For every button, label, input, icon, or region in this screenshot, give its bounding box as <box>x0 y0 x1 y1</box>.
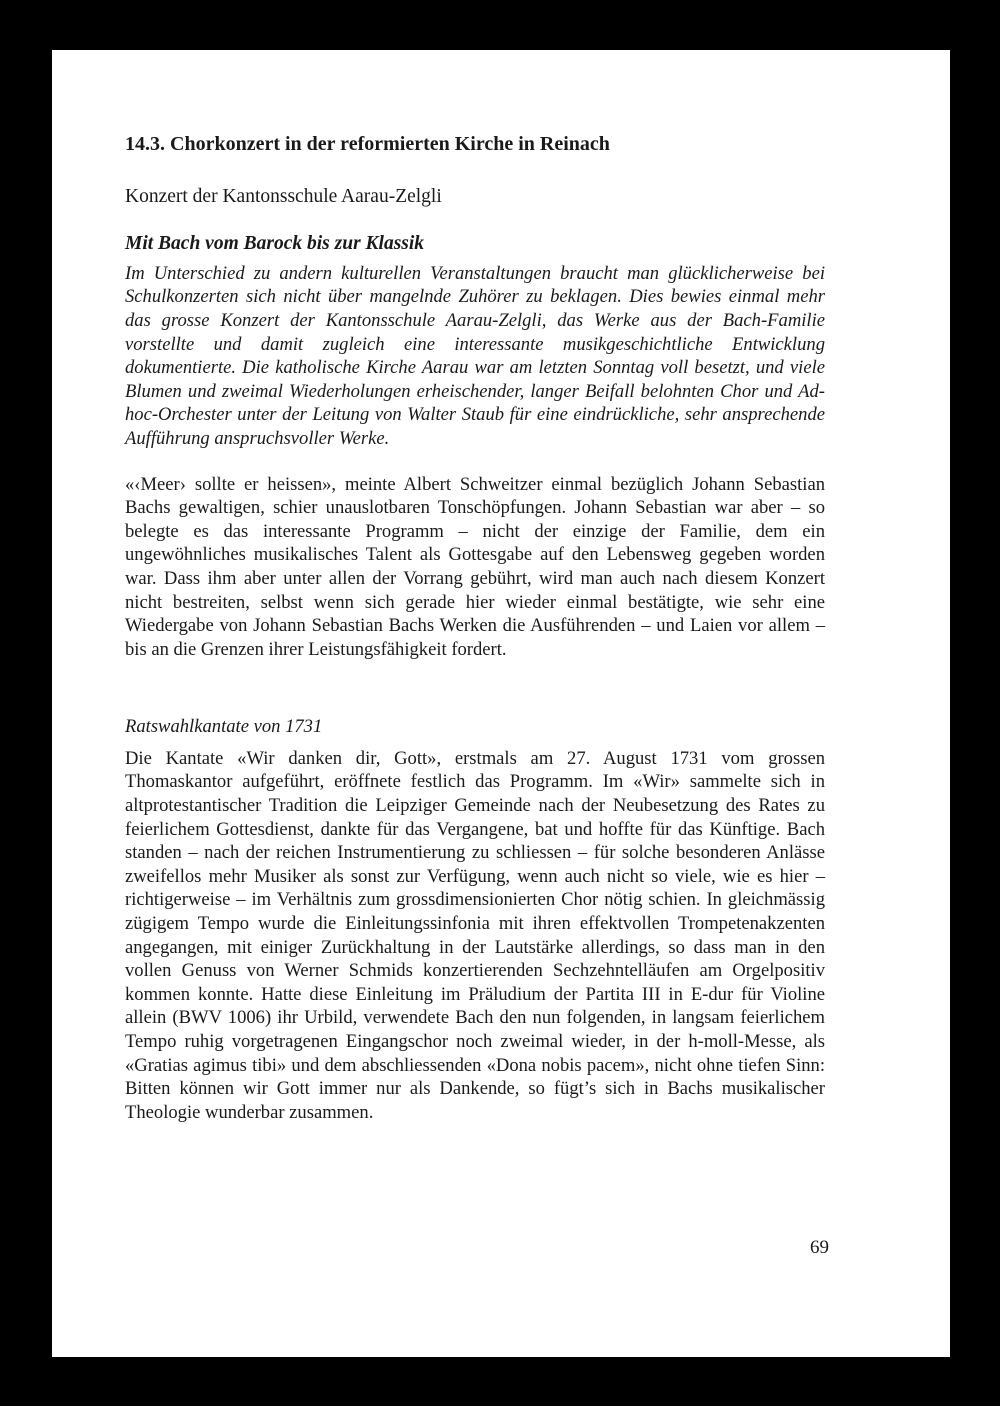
article-headline: Mit Bach vom Barock bis zur Klassik <box>125 233 425 255</box>
page-content <box>125 132 825 1124</box>
article-lead: Im Unterschied zu andern kulturellen Veranstaltungen braucht man glücklicherweise bei Schulkonzerten sich nicht über mangelnde Zuhörer zu beklagen. Dies bewies einmal mehr das grosse Konzert der Kantonsschule Aarau-Zelgli, das Werke aus der Bach-Familie vorstellte und damit zugleich eine interessante musikgeschichtliche Entwicklung dokumentierte. Die katholische Kirche Aarau war am letzten Sonntag voll besetzt, und viele Blumen und zweimal Wiederholungen erheischender, langer Beifall belohnten Chor und Ad-hoc-Orchester unter der Leitung von Walter Staub für eine eindrückliche, sehr ansprechende Aufführung anspruchsvoller Werke. <box>125 262 825 449</box>
concert-subtitle: Konzert der Kantonsschule Aarau-Zelgli <box>125 186 442 207</box>
section-title: 14.3. Chorkonzert in der reformierten Kirche in Reinach <box>125 133 610 155</box>
article-paragraph-2: Die Kantate «Wir danken dir, Gott», erstmals am 27. August 1731 vom grossen Thomaskantor aufgeführt, eröffnete festlich das Programm. Im «Wir» sammelte sich in altprotestantischer Tradition die Leipziger Gemeinde nach der Neubesetzung des Rates zu feierlichem Gottesdienst, dankte für das Vergangene, bat und hoffte für das Künftige. Bach standen – nach der reichen Instrumentierung zu schliessen – für solche besonderen Anlässe zweifellos mehr Musiker als sonst zur Verfügung, wenn auch nicht so viele, wie es hier – richtigerweise – im Verhältnis zum grossdimensionierten Chor nötig schien. In gleichmässig zügigem Tempo wurde die Einleitungssinfonia mit ihren effektvollen Trompetenakzenten angegangen, mit einiger Zurückhaltung in der Lautstärke allerdings, so dass man in den vollen Genuss von Werner Schmids konzertierenden Sechzehntelläufen am Orgelpositiv kommen konnte. Hatte diese Einleitung im Präludium der Partita III in E-dur für Violine allein (BWV 1006) ihr Urbild, verwendete Bach den nun folgenden, in langsam feierlichem Tempo ruhig vorgetragenen Eingangschor noch zweimal wieder, in der h-moll-Messe, als «Gratias agimus tibi» und dem abschliessenden «Dona nobis pacem», nicht ohne tiefen Sinn: Bitten können wir Gott immer nur als Dankende, so fügt’s sich in Bachs musikalischer Theologie wunderbar zusammen. <box>125 747 825 1123</box>
document-page <box>52 50 950 1357</box>
page-number: 69 <box>810 1237 829 1258</box>
article-paragraph-1: «‹Meer› sollte er heissen», meinte Albert Schweitzer einmal bezüglich Johann Sebastian Bachs gewaltigen, schier unauslotbaren Tonschöpfungen. Johann Sebastian war aber – so belegte es das interessante Programm – nicht der einzige der Familie, dem ein ungewöhnliches musikalisches Talent als Gottesgabe auf den Lebensweg gegeben worden war. Dass ihm aber unter allen der Vorrang gebührt, wird man auch nach diesem Konzert nicht bestreiten, selbst wenn sich gerade hier wieder einmal bestätigte, wie sehr eine Wiedergabe von Johann Sebastian Bachs Werken die Ausführenden – und Laien vor allem – bis an die Grenzen ihrer Leistungsfähigkeit fordert. <box>125 473 825 660</box>
article-subheading: Ratswahlkantate von 1731 <box>125 716 323 738</box>
